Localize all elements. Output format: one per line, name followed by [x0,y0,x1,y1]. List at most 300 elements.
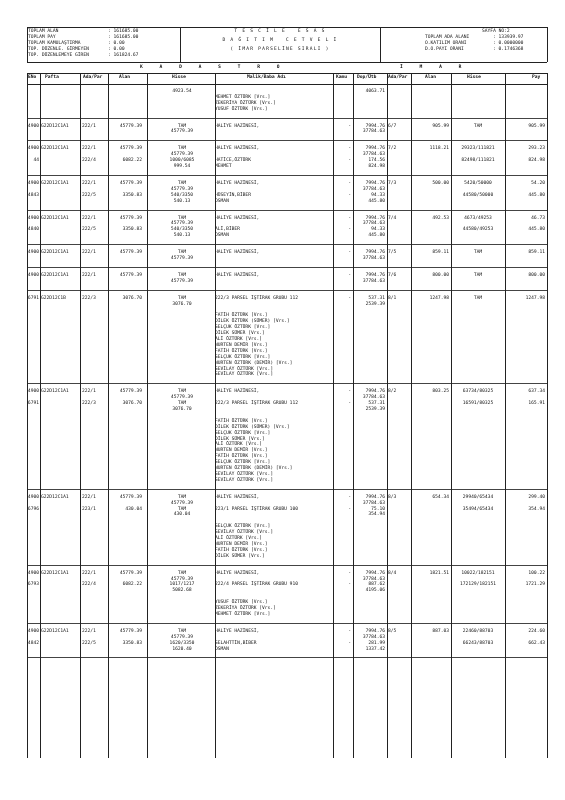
header-center [180,29,380,56]
cell-hisse: TAM [177,273,187,278]
cell-alan: 6082.22 [122,582,142,588]
cell-iadapar: 7/2 [388,146,397,152]
table-row [27,122,547,142]
column-divider [40,73,41,758]
cell-malik: MEHMET [215,164,232,170]
column-header-1: Pafta [45,75,59,80]
cell-ihisse: 66243/88703 [462,640,494,646]
header-left-row [28,53,138,59]
top-rule [27,27,547,28]
cell-malik: DİLEK SÜMER [Vrs.] [215,331,265,337]
cell-pay: 54.20 [531,181,545,186]
cell-malik: YUSUF ÖZTÜRK [Vrs.] [215,106,268,112]
cell-iadapar: 7/4 [388,215,397,221]
cell-pafta: G22D12C1A1 [41,250,69,256]
header-divider-1 [180,27,181,62]
cell-adapar: 222/1 [82,215,96,221]
column-header-11: Pay [532,75,541,80]
cell-ihisse: 35494/65434 [462,506,494,512]
header-right-row [425,47,523,53]
cell-malik: HALİYE HAZİNESİ, [215,494,260,500]
cell-dop: 7994.76 [365,570,385,576]
cell-kamu: - [348,250,351,256]
cell-kamu: - [348,506,351,512]
header-left-label: TOP. DÜZENLEMEYE GİREN [28,53,89,58]
cell-malik: HALİYE HAZİNESİ, [215,389,260,395]
header-left-value: : 161824.67 [108,53,139,58]
cell-kamu: - [348,192,351,198]
table-row [27,294,547,385]
cell-hisse: 540/3350 [170,227,194,233]
cell-pay: 354.94 [528,506,545,512]
cell-kamu: - [348,273,351,278]
cell-malik: ALİ,BİBER [215,227,240,233]
cell-iadapar: 7/6 [388,273,397,278]
cell-malik: HATİCE,ÖZTÜRK [215,158,251,164]
cell-malik: YUSUF ÖZTÜRK [Vrs.] [215,600,268,606]
cell-malik: DİLEK ÖZTÜRK (SÜMER) [Vrs.] [215,424,290,430]
cell-malik: HALİYE HAZİNESİ, [215,181,260,186]
cell-hisse: TAM [177,401,187,407]
cell-hisse: TAM [177,123,187,129]
cell-malik: SELAHTTİN,BİBER [215,640,257,646]
column-divider [451,73,452,758]
cell-dop: 37784.63 [362,395,385,401]
cell-dop: 2539.39 [365,301,385,307]
cell-dop: 7994.76 [365,146,385,152]
cell-pafta: G22D12C1A1 [41,570,69,576]
cell-adapar: 222/5 [82,640,96,646]
header-right-label: TOPLAM ADA ALANI [425,35,470,40]
cell-hisse: TAM [177,250,187,256]
column-header-10: Hisse [467,75,481,80]
cell-dop: 37784.63 [362,278,385,284]
cell-dop: 445.80 [368,233,385,239]
cell-hisse: TAM [177,389,187,395]
cell-iadapar: 7/3 [388,181,397,186]
cell-hisse: 1017/1217 [169,582,195,588]
cell-ialan: 492.53 [432,215,449,221]
cell-dop: 37784.63 [362,221,385,227]
cell-kamu: - [348,123,351,129]
cell-alan: 3076.70 [122,295,142,301]
cell-alan: 45779.39 [119,494,142,500]
cell-iadapar: 7/5 [388,250,397,256]
cell-pay: 662.43 [528,640,545,646]
column-divider [215,73,216,758]
cell-hisse: 45779.39 [170,500,194,506]
cell-eno: 4900 [27,570,39,576]
cell-eno: 4900 [27,123,39,129]
cell-dop: 7994.76 [365,628,385,634]
cell-kamu: - [348,295,351,301]
cell-ialan: 905.99 [432,123,449,129]
cell-ihisse: 22460/88703 [462,628,494,634]
cell-malik: ALİ ÖZTÜRK [Vrs.] [215,536,263,542]
cell-eno: 6791 [27,401,39,407]
cell-dop: 37784.63 [362,152,385,158]
cell-malik: NURTEN DEMİR [Vrs.] [215,541,268,547]
cell-alan: 3076.70 [122,401,142,407]
cell-eno: 4900 [27,628,39,634]
cell-pay: 299.40 [528,494,545,500]
cell-hisse: 540.13 [173,233,191,239]
cell-ihisse: 82498/111821 [461,158,495,164]
cell-ihisse: 10022/182151 [461,570,495,576]
cell-ihisse: 63734/80325 [462,389,494,395]
cell-pay: 445.80 [528,192,545,198]
cell-hisse: 45779.39 [170,256,194,262]
cell-kamu: - [348,401,351,407]
cell-dop: 281.99 [368,640,385,646]
cell-adapar: 222/3 [82,401,96,407]
cell-dop: 887.62 [368,582,385,588]
cell-kamu: - [348,146,351,152]
cell-malik: FATİH ÖZTÜRK [Vrs.] [215,348,268,354]
cell-malik: SELÇUK ÖZTÜRK [Vrs.] [215,460,271,466]
cell-kamu: - [348,181,351,186]
cell-malik: ZEKERİYA ÖZTÜRK [Vrs.] [215,100,276,106]
cell-malik: SELÇUK ÖZTÜRK [Vrs.] [215,430,271,436]
cell-hisse: TAM [177,146,187,152]
cell-pafta: G22D12C1A1 [41,146,69,152]
cell-ialan: 887.03 [432,628,449,634]
cell-dop: 7994.76 [365,273,385,278]
table-row [27,214,547,246]
table-row [27,248,547,268]
cell-ihisse: TAM [473,295,483,301]
cell-pafta: G22D12C1A1 [41,628,69,634]
cell-pay: 445.80 [528,227,545,233]
cell-ihisse: 5420/50000 [464,181,492,186]
cell-malik: SELÇUK ÖZTÜRK [Vrs.] [215,524,271,530]
cell-adapar: 222/5 [82,192,96,198]
cell-hisse: 3076.70 [172,407,192,413]
cell-dop: 174.56 [368,158,385,164]
cell-hisse: 4923.54 [172,89,192,94]
cell-malik: HALİYE HAZİNESİ, [215,628,260,634]
cell-malik: FATİH ÖZTÜRK [Vrs.] [215,454,268,460]
cell-ihisse: 16591/80325 [462,401,494,407]
column-header-0: ENo [28,75,37,80]
header-left-value: : 0.00 [108,41,125,46]
cell-pafta: G22D12C1A1 [41,273,69,278]
cell-malik: ZEKERİYA ÖZTÜRK [Vrs.] [215,606,276,612]
cell-iadapar: 8/4 [388,570,397,576]
cell-malik: MEHMET ÖZTÜRK [Vrs.] [215,611,271,617]
cell-malik: HALİYE HAZİNESİ, [215,123,260,129]
cell-malik: NURTEN ÖZTÜRK (DEMİR) [Vrs.] [215,360,293,366]
frame-right [547,27,548,62]
header-left-label: TOPLAM ALAN [28,29,59,34]
cell-adapar: 222/1 [82,181,96,186]
cell-eno: 4900 [27,273,39,278]
cell-kamu: - [348,158,351,164]
cell-adapar: 222/1 [82,250,96,256]
cell-malik: SEVİLAY ÖZTÜRK [Vrs.] [215,366,274,372]
header-title-line: ( İMAR PARSELİNE SIRALI ) [230,47,330,52]
cell-adapar: 222/5 [82,227,96,233]
cell-malik: 222/3 PARSEL İŞTİRAK GRUBU 112 [215,295,298,301]
cell-malik: FATİH ÖZTÜRK [Vrs.] [215,418,268,424]
cell-pay: 46.73 [531,215,545,221]
cell-adapar: 222/4 [82,158,96,164]
cell-hisse: 540.13 [173,198,191,204]
table-row [27,87,547,119]
cell-hisse: 45779.39 [170,634,194,640]
cell-iadapar: 8/2 [388,389,397,395]
cell-malik: ALİ ÖZTÜRK [Vrs.] [215,442,263,448]
cell-ialan: 1247.98 [429,295,449,301]
cell-hisse: 1620.40 [172,646,192,652]
cell-hisse: TAM [177,494,187,500]
cell-adapar: 222/1 [82,273,96,278]
cell-malik: HALİYE HAZİNESİ, [215,250,260,256]
column-header-2: Ada/Par [83,75,103,80]
cell-iadapar: 8/1 [388,295,397,301]
column-header-row [27,74,547,84]
column-divider [547,73,548,758]
cell-pafta: G22D12C1A1 [41,494,69,500]
cell-hisse: 45779.39 [170,129,194,135]
column-header-3: Alan [119,75,131,80]
column-divider [333,73,334,758]
cell-adapar: 222/1 [82,146,96,152]
column-divider [147,73,148,758]
cell-eno: 4842 [27,640,39,646]
cell-dop: 94.33 [371,227,385,233]
cell-eno: 4900 [27,215,39,221]
cell-alan: 3350.83 [122,227,142,233]
header-right-value: : 0.0000000 [493,41,524,46]
cell-ihisse: 172129/182151 [460,582,496,588]
column-divider [411,73,412,758]
cell-alan: 45779.39 [119,181,142,186]
header-divider-2 [380,27,381,62]
header-left [28,29,138,59]
cell-malik: OSMAN [215,233,229,239]
cell-adapar: 222/4 [82,582,96,588]
cell-pafta: G22D12C1A1 [41,389,69,395]
cell-dop: 37784.63 [362,129,385,135]
header-left-label: TOPLAM KAMULAŞTIRMA [28,41,81,46]
header-right-value: : 0.1746368 [493,47,524,52]
cell-hisse: TAM [177,295,187,301]
cell-iadapar: 6/7 [388,123,397,129]
cell-dop: 7994.76 [365,494,385,500]
cell-pay: 224.60 [528,628,545,634]
cell-pay: 905.99 [528,123,545,129]
cell-ialan: 859.11 [432,250,449,256]
cell-malik: OSMAN [215,646,229,652]
header-left-label: TOP. DÜZENLE. GİRMEYEN [28,47,89,52]
cell-hisse: 45779.39 [170,152,194,158]
cell-dop: 37784.63 [362,634,385,640]
cell-hisse: 45779.39 [170,278,194,284]
cell-malik: SEVİLAY ÖZTÜRK [Vrs.] [215,477,274,483]
cell-malik: OSMAN [215,198,229,204]
cell-dop: 37784.63 [362,256,385,262]
column-divider [27,73,28,758]
cell-pafta: G22D12C1A1 [41,215,69,221]
cell-malik: SEVİLAY ÖZTÜRK [Vrs.] [215,471,274,477]
cell-kamu: - [348,640,351,646]
column-header-6: Kamu [336,75,348,80]
cell-hisse: TAM [177,506,187,512]
cell-dop: 354.94 [368,512,385,518]
header-title-line: T E S C İ L E E S A S [234,29,326,34]
cell-kamu: - [348,582,351,588]
table-row [27,387,547,489]
cell-hisse: TAM [177,628,187,634]
cell-malik: HALİYE HAZİNESİ, [215,215,260,221]
cell-dop: 7994.76 [365,123,385,129]
cell-eno: 4840 [27,227,39,233]
cell-hisse: TAM [177,181,187,186]
section-imar: İ M A R [400,65,469,70]
cell-pay: 1247.98 [525,295,545,301]
cell-iadapar: 8/3 [388,494,397,500]
cell-dop: 537.31 [368,401,385,407]
cell-dop: 2539.39 [365,407,385,413]
cell-adapar: 222/1 [82,494,96,500]
column-divider [80,73,81,758]
column-divider [353,73,354,758]
cell-dop: 94.33 [371,192,385,198]
cell-eno: 6793 [27,582,39,588]
column-header-8: Ada/Par [388,75,408,80]
cell-malik: DİLEK SÜMER [Vrs.] [215,553,265,559]
cell-dop: 7994.76 [365,181,385,186]
cell-malik: NURTEN ÖZTÜRK (DEMİR) [Vrs.] [215,466,293,472]
column-header-9: Alan [425,75,437,80]
cell-hisse: 999.54 [173,164,191,170]
column-rule [27,84,547,85]
column-header-4: Hisse [172,75,186,80]
cell-adapar: 223/1 [82,506,96,512]
header-right-value: : 133939.97 [493,35,524,40]
cell-pay: 293.23 [528,146,545,152]
cell-kamu: - [348,227,351,233]
cell-adapar: 222/1 [82,570,96,576]
cell-alan: 3350.83 [122,192,142,198]
cell-malik: HALİYE HAZİNESİ, [215,273,260,278]
cell-ialan: 1118.21 [429,146,449,152]
cell-malik: SEVİLAY ÖZTÜRK [Vrs.] [215,372,274,378]
header-left-value: : 161685.00 [108,35,139,40]
header-left-value: : 0.00 [108,47,125,52]
cell-pafta: G22D12C1B [41,295,66,301]
table-row [27,569,547,624]
cell-eno: 4843 [27,192,39,198]
cell-hisse: 430.04 [173,512,191,518]
cell-malik: HALİYE HAZİNESİ, [215,146,260,152]
column-header-5: Malik/Baba Adı [247,75,286,80]
cell-kamu: - [348,389,351,395]
cell-alan: 430.04 [125,506,142,512]
cell-dop: 37784.63 [362,186,385,192]
cell-malik: HÜSEYİN,BİBER [215,192,251,198]
table-row [27,144,547,176]
cell-pay: 859.11 [528,250,545,256]
cell-dop: 37784.63 [362,576,385,582]
cell-malik: SELÇUK ÖZTÜRK [Vrs.] [215,325,271,331]
cell-alan: 45779.39 [119,273,142,278]
cell-adapar: 222/1 [82,389,96,395]
cell-ialan: 500.00 [432,181,449,186]
cell-eno: 4900 [27,389,39,395]
cell-ialan: 654.34 [432,494,449,500]
cell-malik: ALİ ÖZTÜRK [Vrs.] [215,337,263,343]
cell-malik: 222/4 PARSEL İŞTİRAK GRUBU 910 [215,582,298,588]
cell-malik: DİLEK ÖZTÜRK (SÜMER) [Vrs.] [215,319,290,325]
cell-eno: 6791 [27,295,39,301]
cell-malik: SELÇUK ÖZTÜRK [Vrs.] [215,354,271,360]
cell-malik: 222/3 PARSEL İŞTİRAK GRUBU 112 [215,401,298,407]
cell-ialan: 800.00 [432,273,449,278]
table-row [27,627,547,659]
cell-ialan: 803.25 [432,389,449,395]
cell-ihisse: TAM [473,250,483,256]
cell-alan: 3350.83 [122,640,142,646]
cell-dop: 1337.42 [365,646,385,652]
cell-hisse: 540/3350 [170,192,194,198]
frame-left [27,27,28,62]
table-row [27,179,547,211]
column-divider [505,73,506,758]
cell-dop: 75.10 [371,506,385,512]
cell-ihisse: 4673/49253 [464,215,492,221]
cell-eno: 4900 [27,146,39,152]
header-right-label: D.O.PAYI ORANI [425,47,464,52]
column-header-7: Dop/Ütb [357,75,377,80]
cell-alan: 45779.39 [119,123,142,129]
cell-adapar: 222/1 [82,628,96,634]
cell-adapar: 222/3 [82,295,96,301]
cell-kamu: - [348,570,351,576]
cell-eno: 4900 [27,250,39,256]
cell-malik: SEVİLAY ÖZTÜRK [Vrs.] [215,530,274,536]
cell-kamu: - [348,628,351,634]
cell-malik: FATİH ÖZTÜRK [Vrs.] [215,547,268,553]
cell-dop: 445.80 [368,198,385,204]
cell-hisse: 3076.70 [172,301,192,307]
cell-pay: 824.98 [528,158,545,164]
cell-alan: 45779.39 [119,146,142,152]
cell-eno: 6796 [27,506,39,512]
cell-pay: 800.00 [528,273,545,278]
cell-ihisse: 44580/50000 [462,192,494,198]
cell-ihisse: TAM [473,123,483,129]
header-title-line: D A Ğ I T I M C E T V E L İ [222,38,338,43]
cell-alan: 45779.39 [119,215,142,221]
header-rule [27,62,547,63]
cell-eno: 4900 [27,181,39,186]
cell-alan: 6082.22 [122,158,142,164]
cell-iadapar: 8/5 [388,628,397,634]
cell-dop: 824.98 [368,164,385,170]
header-right-label: O.KATILIM ORANI [425,41,467,46]
cell-ihisse: 29323/111821 [461,146,495,152]
header-left-label: TOPLAM PAY [28,35,56,40]
cell-malik: FATİH ÖZTÜRK [Vrs.] [215,313,268,319]
cell-malik: NURTEN DEMİR [Vrs.] [215,342,268,348]
cell-alan: 45779.39 [119,250,142,256]
cell-adapar: 222/1 [82,123,96,129]
cell-dop: 7994.76 [365,389,385,395]
cell-hisse: TAM [177,215,187,221]
cell-alan: 45779.39 [119,570,142,576]
